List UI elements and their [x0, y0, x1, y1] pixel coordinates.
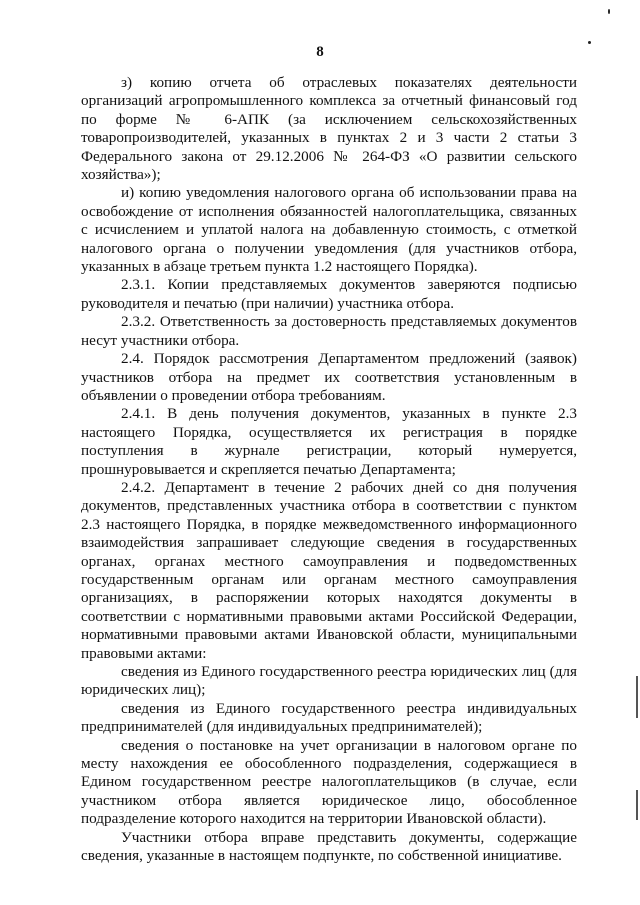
paragraph-egrul: сведения из Единого государственного реестра юридических лиц (для юридических лиц); — [81, 663, 577, 699]
paragraph-z-apk-report: з) копию отчета об отраслевых показателях деятельности организаций агропромышленного комплекса за отчетный финансовый год по форме № 6-АПК (за исключением сельскохозяйственных товаропроизводителей, указанных в пунктах 2 и 3 части 2 статьи 3 Федерального закона от 29.12.2006 № 264-ФЗ «О развитии сельского хозяйства»); — [81, 74, 577, 184]
paragraph-own-initiative: Участники отбора вправе представить документы, содержащие сведения, указанные в настоящем подпункте, по собственной инициативе. — [81, 828, 577, 865]
scan-edge-mark — [636, 676, 638, 718]
scan-speck — [588, 41, 591, 44]
page-number: 8 — [316, 44, 324, 60]
paragraph-tax-registration: сведения о постановке на учет организации в налоговом органе по месту нахождения ее обособленного подразделения, содержащиеся в Едином государственном реестре налогоплательщиков (в случае, если участником отбора является юридическое лицо, обособленное подразделение которого находится на территории Ивановской области). — [81, 736, 577, 828]
scan-edge-mark — [636, 790, 638, 820]
paragraph-2-4-2: 2.4.2. Департамент в течение 2 рабочих дней со дня получения документов, представленных участника отбора в соответствии с пунктом 2.3 настоящего Порядка, в порядке межведомственного информационного взаимодействия запрашивает следующие сведения в государственных органах, органах местного самоуправления и подведомственных государственным органам или органам местного самоуправления организациях, в распоряжении которых находятся документы в соответствии с нормативными правовыми актами Российской Федерации, нормативными правовыми актами Ивановской области, муниципальными правовыми актами: — [81, 478, 577, 662]
paragraph-i-tax-notice: и) копию уведомления налогового органа об использовании права на освобождение от исполнения обязанностей налогоплательщика, связанных с исчислением и уплатой налога на добавленную стоимость, с отметкой налогового органа о получении уведомления (для участников отбора, указанных в абзаце третьем пункта 1.2 настоящего Порядка). — [81, 184, 577, 276]
scan-speck — [608, 9, 610, 14]
paragraph-2-4: 2.4. Порядок рассмотрения Департаментом предложений (заявок) участников отбора на предмет их соответствия установленным в объявлении о проведении отбора требованиям. — [81, 350, 577, 404]
paragraph-2-3-2: 2.3.2. Ответственность за достоверность представляемых документов несут участники отбора. — [81, 313, 577, 349]
paragraph-egrip: сведения из Единого государственного реестра индивидуальных предпринимателей (для индивидуальных предпринимателей); — [81, 699, 577, 736]
paragraph-2-4-1: 2.4.1. В день получения документов, указанных в пункте 2.3 настоящего Порядка, осуществляется их регистрация в порядке поступления в журнале регистрации, который нумеруется, прошнуровывается и скрепляется печатью Департамента; — [81, 405, 577, 478]
document-body — [81, 74, 577, 865]
paragraph-2-3-1: 2.3.1. Копии представляемых документов заверяются подписью руководителя и печатью (при наличии) участника отбора. — [81, 276, 577, 312]
